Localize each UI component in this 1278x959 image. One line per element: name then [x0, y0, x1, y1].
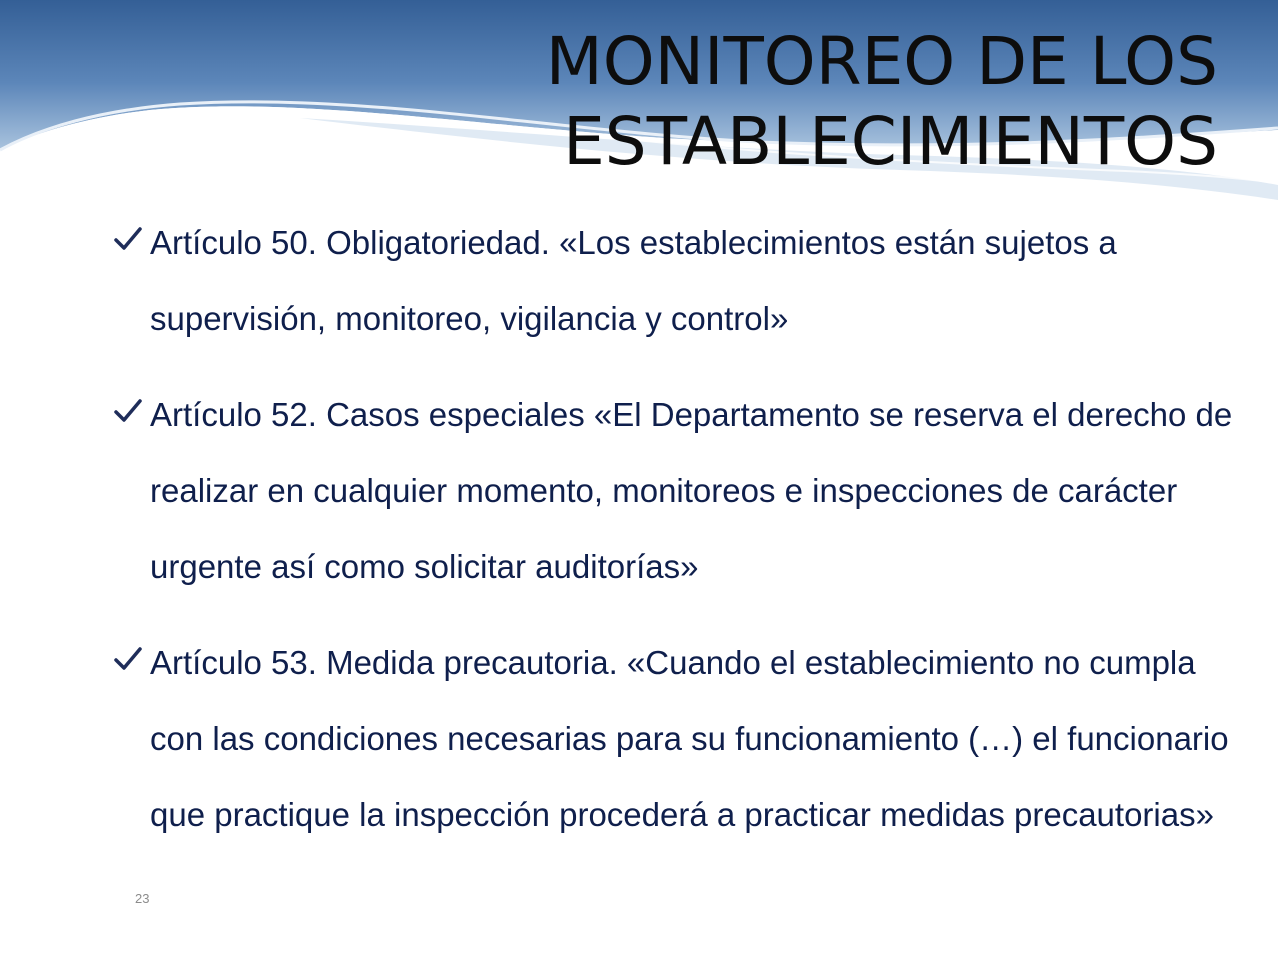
checkmark-icon — [112, 643, 144, 675]
bullet-item-articulo-50 — [112, 205, 1242, 357]
bullet-text: Artículo 50. Obligatoriedad. «Los establecimientos están sujetos a supervisión, monitoreo, vigilancia y control» — [150, 224, 1117, 337]
bullet-text: Artículo 52. Casos especiales «El Departamento se reserva el derecho de realizar en cualquier momento, monitoreos e inspecciones de carácter urgente así como solicitar auditorías» — [150, 396, 1233, 585]
slide-title-line-2: ESTABLECIMIENTOS — [563, 103, 1218, 180]
bullet-item-articulo-53 — [112, 625, 1242, 853]
slide-number: 23 — [135, 891, 150, 906]
bullet-text: Artículo 53. Medida precautoria. «Cuando el establecimiento no cumpla con las condiciones necesarias para su funcionamiento (…) el funcionario que practique la inspección procederá a practicar medidas precautorias» — [150, 644, 1229, 833]
slide-title — [318, 22, 1218, 182]
checkmark-icon — [112, 395, 144, 427]
slide-title-line-1: MONITOREO DE LOS — [545, 23, 1218, 100]
bullet-list — [112, 205, 1242, 873]
checkmark-icon — [112, 223, 144, 255]
bullet-item-articulo-52 — [112, 377, 1242, 605]
